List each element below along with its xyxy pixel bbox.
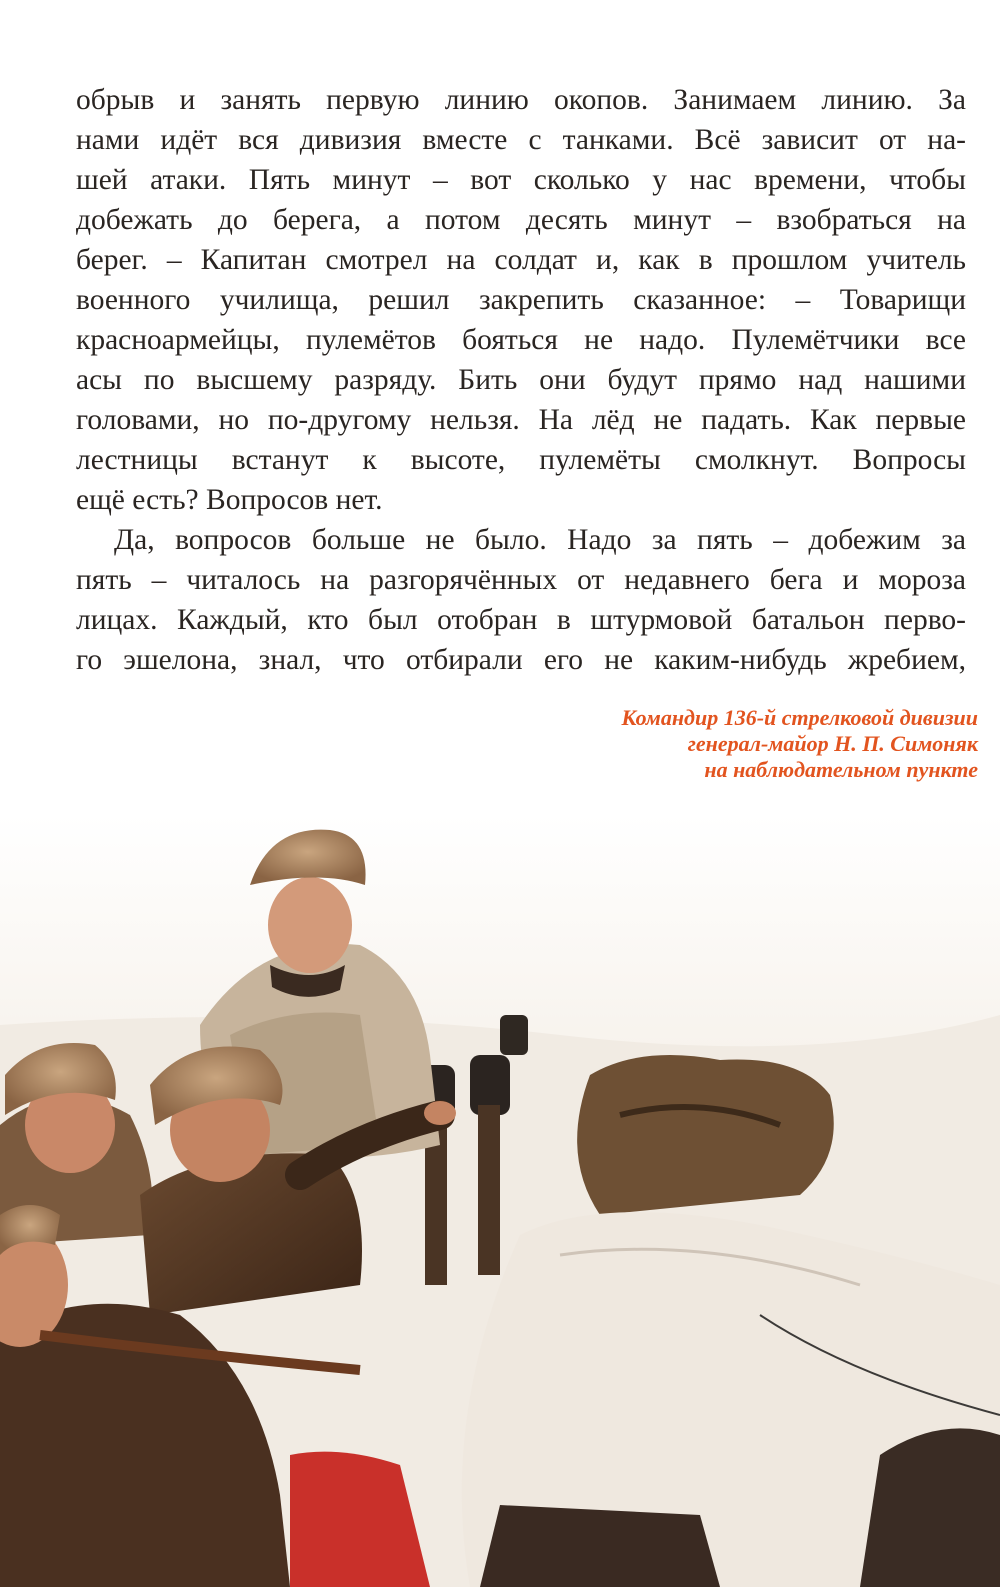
- photo-soldiers-observation-post: [0, 815, 1000, 1587]
- text-line: обрыв и занять первую линию окопов. Занимаем линию. За: [76, 84, 966, 116]
- text-line: пять – читалось на разгорячённых от недавнего бега и мороза: [76, 564, 966, 596]
- text-line: военного училища, решил закрепить сказанное: – Товарищи: [76, 284, 966, 316]
- caption-line: на наблюдательном пункте: [704, 757, 978, 782]
- text-line: Да, вопросов больше не было. Надо за пять – добежим за: [114, 524, 966, 556]
- photo-illustration: [0, 815, 1000, 1587]
- body-text: [76, 80, 966, 680]
- text-line: шей атаки. Пять минут – вот сколько у нас времени, чтобы: [76, 164, 966, 196]
- commander-face: [268, 877, 352, 973]
- caption-line: Командир 136-й стрелковой дивизии: [621, 705, 978, 730]
- text-line: берег. – Капитан смотрел на солдат и, как в прошлом учитель: [76, 244, 966, 276]
- caption-line: генерал-майор Н. П. Симоняк: [687, 731, 978, 756]
- equipment-bundle: [577, 1055, 834, 1215]
- text-line: лестницы встанут к высоте, пулемёты смолкнут. Вопросы: [76, 444, 966, 476]
- text-line: го эшелона, знал, что отбирали его не каким-нибудь жребием,: [76, 644, 966, 676]
- text-line: ещё есть? Вопросов нет.: [76, 484, 383, 516]
- text-line: лицах. Каждый, кто был отобран в штурмовой батальон перво-: [76, 604, 966, 636]
- text-line: головами, но по-другому нельзя. На лёд не падать. Как первые: [76, 404, 966, 436]
- text-line: асы по высшему разряду. Бить они будут прямо над нашими: [76, 364, 966, 396]
- text-line: нами идёт вся дивизия вместе с танками. Всё зависит от на-: [76, 124, 966, 156]
- photo-caption: [622, 705, 978, 783]
- text-line: красноармейцы, пулемётов бояться не надо. Пулемётчики все: [76, 324, 966, 356]
- text-line: добежать до берега, а потом десять минут – взобраться на: [76, 204, 966, 236]
